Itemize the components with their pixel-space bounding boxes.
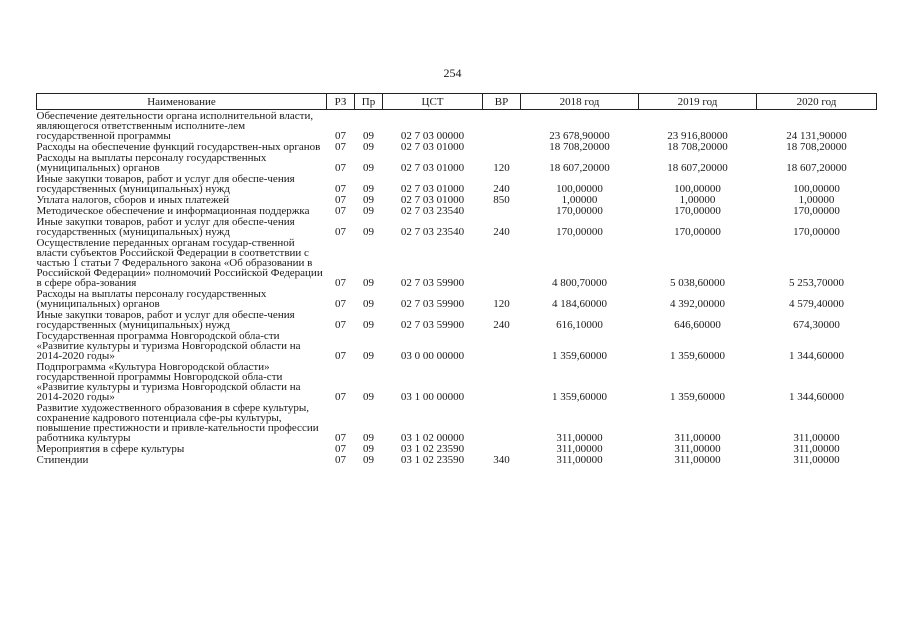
row-name: Мероприятия в сфере культуры: [36, 443, 185, 455]
row-vr: [483, 141, 521, 152]
row-vr: 240: [493, 183, 510, 195]
row-pr: 09: [363, 226, 374, 238]
row-2019: 5 038,60000: [670, 277, 725, 289]
row-vr: [483, 330, 521, 361]
row-cst: 03 1 02 23590: [400, 443, 465, 455]
row-2019: 170,00000: [674, 226, 721, 238]
header-name: Наименование: [37, 94, 327, 110]
row-vr: 120: [493, 162, 510, 174]
row-vr: [483, 110, 521, 142]
table-row: [37, 443, 877, 454]
row-2020: 4 579,40000: [789, 298, 844, 310]
row-2018: 23 678,90000: [549, 130, 610, 142]
row-cst: 02 7 03 59900: [400, 319, 465, 331]
table-row: [37, 152, 877, 173]
row-2018: 311,00000: [556, 432, 603, 444]
row-2020: 170,00000: [793, 205, 840, 217]
header-2018: 2018 год: [521, 94, 639, 110]
table-row: [37, 237, 877, 288]
row-cst: 02 7 03 00000: [400, 130, 465, 142]
row-2018: 100,00000: [556, 183, 603, 195]
row-vr: 120: [493, 298, 510, 310]
table-row: [37, 402, 877, 443]
header-vr: ВР: [483, 94, 521, 110]
row-vr: [483, 205, 521, 216]
row-cst: 02 7 03 59900: [400, 298, 465, 310]
row-pr: 09: [363, 298, 374, 310]
row-2020: 311,00000: [793, 454, 840, 466]
header-cst: ЦСТ: [383, 94, 483, 110]
row-rz: 07: [335, 162, 346, 174]
row-2020: 18 607,20000: [786, 162, 847, 174]
row-2020: 100,00000: [793, 183, 840, 195]
row-2018: 4 184,60000: [552, 298, 607, 310]
row-cst: 02 7 03 01000: [400, 183, 465, 195]
row-2018: 1 359,60000: [552, 350, 607, 362]
row-name: Развитие художественного образования в сфере культуры, сохранение кадрового потенциала сфе-ры культуры, повышение престижности и привле-кательности профессии работника культуры: [36, 402, 319, 444]
row-2018: 4 800,70000: [552, 277, 607, 289]
row-2019: 311,00000: [674, 443, 721, 455]
row-name: Иные закупки товаров, работ и услуг для обеспе-чения государственных (муниципальных) нужд: [36, 173, 295, 195]
row-2020: 1 344,60000: [789, 350, 844, 362]
header-rz: РЗ: [327, 94, 355, 110]
row-cst: 02 7 03 59900: [400, 277, 465, 289]
row-rz: 07: [335, 298, 346, 310]
row-2019: 1 359,60000: [670, 391, 725, 403]
row-name: Расходы на обеспечение функций государствен-ных органов: [36, 141, 321, 153]
header-pr: Пр: [355, 94, 383, 110]
row-cst: 03 1 02 00000: [400, 432, 465, 444]
row-rz: 07: [335, 454, 346, 466]
row-2018: 18 607,20000: [549, 162, 610, 174]
row-2019: 646,60000: [674, 319, 721, 331]
row-rz: 07: [335, 391, 346, 403]
row-pr: 09: [363, 130, 374, 142]
row-vr: [483, 402, 521, 443]
table-header-row: [37, 94, 877, 110]
row-name: Иные закупки товаров, работ и услуг для обеспе-чения государственных (муниципальных) нужд: [36, 216, 295, 238]
row-2018: 170,00000: [556, 205, 603, 217]
row-rz: 07: [335, 226, 346, 238]
row-pr: 09: [363, 319, 374, 331]
row-rz: 07: [335, 432, 346, 444]
table-row: [37, 194, 877, 205]
row-2020: 674,30000: [793, 319, 840, 331]
row-name: Подпрограмма «Культура Новгородской области» государственной программы Новгородской обла-сти «Развитие культуры и туризма Новгородской области на 2014-2020 годы»: [36, 361, 301, 403]
row-name: Государственная программа Новгородской обла-сти «Развитие культуры и туризма Новгородской области на 2014-2020 годы»: [36, 330, 301, 362]
row-cst: 02 7 03 23540: [400, 226, 465, 238]
row-cst: 02 7 03 23540: [400, 205, 465, 217]
row-name: Расходы на выплаты персоналу государственных (муниципальных) органов: [36, 288, 267, 310]
table-row: [37, 361, 877, 402]
row-vr: [483, 361, 521, 402]
row-2020: 170,00000: [793, 226, 840, 238]
table-row: [37, 454, 877, 465]
row-2019: 100,00000: [674, 183, 721, 195]
row-cst: 02 7 03 01000: [400, 194, 465, 206]
row-2018: 1 359,60000: [552, 391, 607, 403]
row-rz: 07: [335, 277, 346, 289]
table-row: [37, 141, 877, 152]
row-2018: 18 708,20000: [549, 141, 610, 153]
row-name: Иные закупки товаров, работ и услуг для обеспе-чения государственных (муниципальных) нужд: [36, 309, 295, 331]
row-2020: 1 344,60000: [789, 391, 844, 403]
table-row: [37, 330, 877, 361]
row-name: Обеспечение деятельности органа исполнительной власти, являющегося ответственным исполните-лем государственной программы: [36, 110, 314, 142]
row-rz: 07: [335, 205, 346, 217]
row-2019: 1 359,60000: [670, 350, 725, 362]
row-vr: 850: [493, 194, 510, 206]
row-pr: 09: [363, 432, 374, 444]
header-2019: 2019 год: [639, 94, 757, 110]
table-row: [37, 216, 877, 237]
row-name: Осуществление переданных органам государ-ственной власти субъектов Российской Федерации в соответствии с частью 1 статьи 7 Федерального закона «Об образовании в Российской Федерации» полномочий Российской Федерации в сфере обра-зования: [36, 237, 323, 289]
row-rz: 07: [335, 183, 346, 195]
row-vr: [483, 237, 521, 288]
row-rz: 07: [335, 350, 346, 362]
row-2019: 1,00000: [679, 194, 716, 206]
row-cst: 02 7 03 01000: [400, 141, 465, 153]
row-cst: 03 1 02 23590: [400, 454, 465, 466]
row-2020: 18 708,20000: [786, 141, 847, 153]
row-2020: 5 253,70000: [789, 277, 844, 289]
row-2019: 311,00000: [674, 432, 721, 444]
row-pr: 09: [363, 443, 374, 455]
row-name: Методическое обеспечение и информационная поддержка: [36, 205, 310, 217]
row-rz: 07: [335, 443, 346, 455]
row-pr: 09: [363, 162, 374, 174]
row-cst: 03 0 00 00000: [400, 350, 465, 362]
row-2019: 18 607,20000: [667, 162, 728, 174]
row-vr: 240: [493, 226, 510, 238]
row-2019: 18 708,20000: [667, 141, 728, 153]
row-rz: 07: [335, 319, 346, 331]
row-2019: 311,00000: [674, 454, 721, 466]
row-2020: 311,00000: [793, 432, 840, 444]
budget-table: [36, 93, 877, 465]
row-pr: 09: [363, 183, 374, 195]
row-pr: 09: [363, 141, 374, 153]
page-number: 254: [443, 66, 462, 80]
row-pr: 09: [363, 454, 374, 466]
row-2020: 24 131,90000: [786, 130, 847, 142]
row-pr: 09: [363, 205, 374, 217]
row-2020: 311,00000: [793, 443, 840, 455]
row-2019: 4 392,00000: [670, 298, 725, 310]
row-pr: 09: [363, 350, 374, 362]
table-row: [37, 288, 877, 309]
table-row: [37, 173, 877, 194]
row-2018: 1,00000: [561, 194, 598, 206]
row-name: Расходы на выплаты персоналу государственных (муниципальных) органов: [36, 152, 267, 174]
table-row: [37, 309, 877, 330]
row-name: Уплата налогов, сборов и иных платежей: [36, 194, 230, 206]
row-cst: 03 1 00 00000: [400, 391, 465, 403]
table-row: [37, 205, 877, 216]
row-2019: 170,00000: [674, 205, 721, 217]
row-rz: 07: [335, 130, 346, 142]
row-name: Стипендии: [36, 454, 89, 466]
row-2018: 616,10000: [556, 319, 603, 331]
row-vr: [483, 443, 521, 454]
row-pr: 09: [363, 391, 374, 403]
row-vr: 240: [493, 319, 510, 331]
row-pr: 09: [363, 194, 374, 206]
row-2018: 170,00000: [556, 226, 603, 238]
row-pr: 09: [363, 277, 374, 289]
table-row: [37, 110, 877, 142]
row-2018: 311,00000: [556, 443, 603, 455]
row-cst: 02 7 03 01000: [400, 162, 465, 174]
row-rz: 07: [335, 141, 346, 153]
header-2020: 2020 год: [757, 94, 877, 110]
row-rz: 07: [335, 194, 346, 206]
row-2019: 23 916,80000: [667, 130, 728, 142]
row-vr: 340: [493, 454, 510, 466]
row-2018: 311,00000: [556, 454, 603, 466]
row-2020: 1,00000: [798, 194, 835, 206]
